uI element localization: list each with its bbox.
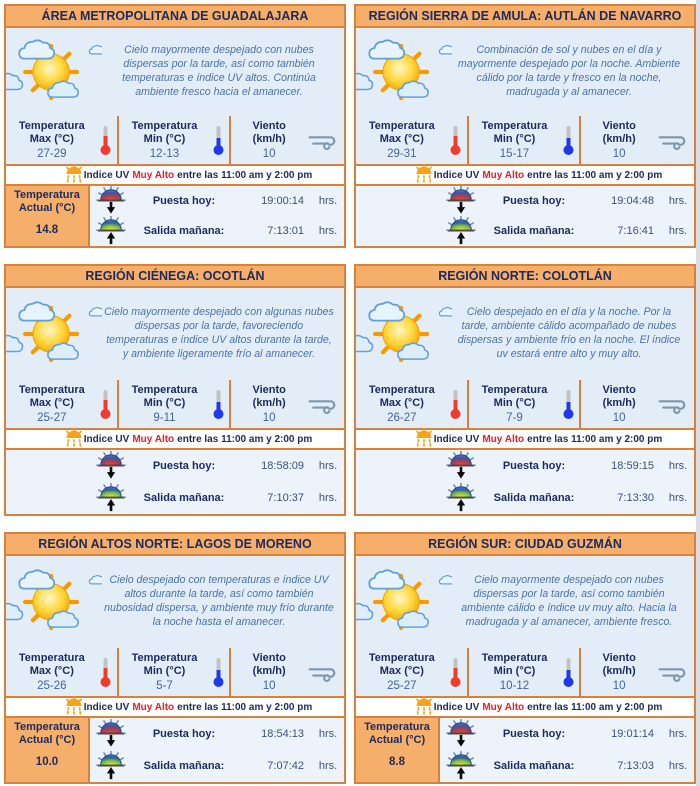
sunrise-up-arrow-icon (440, 482, 482, 514)
forecast-section (6, 556, 344, 648)
sunset-hrs-unit: hrs. (668, 460, 688, 472)
sunrise-up-arrow-icon (90, 216, 132, 246)
red-thermometer-icon (448, 656, 464, 688)
forecast-section (6, 288, 344, 380)
current-temp-cell (6, 450, 90, 514)
uv-schedule: entre las 11:00 am y 2:00 pm (527, 433, 663, 445)
current-temp-cell (6, 718, 90, 782)
sunset-label: Puesta hoy: (502, 195, 566, 207)
uv-level: Muy Alto (482, 169, 525, 181)
wind-column (231, 116, 344, 164)
conditions-row (356, 380, 694, 428)
uv-sun-rays-icon (412, 163, 436, 188)
uv-schedule: entre las 11:00 am y 2:00 pm (527, 169, 663, 181)
wind-label: Viento (km/h) (252, 652, 286, 677)
sunset-down-arrow-icon (90, 718, 132, 750)
uv-index-strip (6, 428, 344, 450)
temp-min-label: Temperatura Min (°C) (481, 652, 548, 677)
temp-max-value: 26-27 (387, 411, 417, 424)
sunrise-up-arrow-icon (440, 216, 482, 246)
uv-level: Muy Alto (132, 433, 175, 445)
temp-min-value: 10-12 (499, 679, 530, 692)
current-temp-cell (356, 450, 440, 514)
sunrise-label: Salida mañana: (493, 492, 575, 504)
sun-with-clouds-icon (356, 565, 452, 639)
uv-schedule: entre las 11:00 am y 2:00 pm (177, 169, 313, 181)
sunset-time: 19:04:48 (611, 195, 654, 207)
red-thermometer-icon (448, 388, 464, 420)
temp-max-column (6, 380, 119, 428)
sun-with-clouds-icon (6, 297, 102, 371)
wind-gust-icon (657, 661, 691, 683)
uv-sun-rays-icon (412, 427, 436, 452)
wind-value: 10 (262, 411, 276, 424)
forecast-text: Combinación de sol y nubes en el día y mayormente despejado por la noche. Ambiente cálido por la tarde y fresco en la noche, madrugada y al amanecer. (457, 44, 681, 98)
uv-prefix: Indice UV (433, 169, 480, 181)
sun-with-clouds-icon (356, 35, 452, 109)
uv-index-strip (6, 696, 344, 718)
sunrise-up-arrow-icon (90, 482, 132, 514)
region-title: REGIÓN SUR: CIUDAD GUZMÁN (356, 534, 694, 556)
sunset-down-arrow-icon (440, 450, 482, 482)
conditions-row (6, 116, 344, 164)
wind-column (581, 648, 694, 696)
forecast-section (356, 28, 694, 116)
sunrise-time: 7:13:01 (267, 225, 304, 237)
sunrise-up-arrow-icon (440, 750, 482, 782)
red-thermometer-icon (448, 124, 464, 156)
temp-min-label: Temperatura Min (°C) (131, 120, 198, 145)
sunset-sunrise-table (90, 718, 348, 782)
sunset-down-arrow-icon (440, 718, 482, 750)
blue-thermometer-icon (210, 656, 226, 688)
blue-thermometer-icon (210, 124, 226, 156)
sunrise-label: Salida mañana: (493, 760, 575, 772)
region-title: ÁREA METROPOLITANA DE GUADALAJARA (6, 6, 344, 28)
sun-with-clouds-icon (6, 35, 102, 109)
wind-value: 10 (612, 147, 626, 160)
sunset-label: Puesta hoy: (502, 728, 566, 740)
temp-min-value: 12-13 (149, 147, 180, 160)
temp-max-label: Temperatura Max (°C) (18, 652, 85, 677)
sun-times-section (6, 450, 344, 514)
sunset-time: 19:01:14 (611, 728, 654, 740)
sunset-label: Puesta hoy: (152, 460, 216, 472)
conditions-row (356, 648, 694, 696)
temp-min-column (469, 648, 582, 696)
sun-times-section (356, 718, 694, 782)
forecast-text: Cielo despejado en el día y la noche. Por la tarde, ambiente cálido acompañado de nubes dispersas y ambiente frío en la noche. El índice uv estará entre alto y muy alto. (457, 306, 681, 360)
sunrise-up-arrow-icon (90, 750, 132, 782)
sunset-sunrise-table (440, 718, 698, 782)
temp-max-label: Temperatura Max (°C) (18, 120, 85, 145)
temp-max-value: 25-27 (37, 411, 67, 424)
uv-sun-rays-icon (62, 427, 86, 452)
temp-max-label: Temperatura Max (°C) (18, 384, 85, 409)
wind-label: Viento (km/h) (602, 384, 636, 409)
sunrise-label: Salida mañana: (493, 225, 575, 237)
weather-panel (354, 4, 696, 248)
uv-sun-rays-icon (62, 695, 86, 720)
wind-value: 10 (612, 411, 626, 424)
current-temp-cell (356, 186, 440, 246)
wind-label: Viento (km/h) (602, 652, 636, 677)
uv-index-strip (6, 164, 344, 186)
sunrise-time: 7:16:41 (617, 225, 654, 237)
sunrise-time: 7:07:42 (267, 760, 304, 772)
temp-max-column (356, 116, 469, 164)
weather-panel (4, 4, 346, 248)
temp-max-label: Temperatura Max (°C) (368, 652, 435, 677)
current-temp-label: Temperatura Actual (°C) (364, 721, 430, 747)
sunrise-hrs-unit: hrs. (318, 492, 338, 504)
sun-times-section (6, 718, 344, 782)
wind-gust-icon (307, 393, 341, 415)
forecast-section (356, 288, 694, 380)
uv-level: Muy Alto (482, 701, 525, 713)
temp-min-value: 5-7 (156, 679, 173, 692)
uv-prefix: Indice UV (433, 701, 480, 713)
sunset-time: 18:58:09 (261, 460, 304, 472)
wind-value: 10 (612, 679, 626, 692)
temp-max-column (356, 648, 469, 696)
sun-with-clouds-icon (6, 565, 102, 639)
sunrise-hrs-unit: hrs. (668, 225, 688, 237)
wind-column (581, 116, 694, 164)
sunrise-hrs-unit: hrs. (318, 225, 338, 237)
wind-value: 10 (262, 679, 276, 692)
conditions-row (356, 116, 694, 164)
wind-column (231, 380, 344, 428)
temp-max-label: Temperatura Max (°C) (368, 384, 435, 409)
temp-min-label: Temperatura Min (°C) (481, 120, 548, 145)
uv-schedule: entre las 11:00 am y 2:00 pm (177, 433, 313, 445)
temp-min-column (469, 116, 582, 164)
sunrise-hrs-unit: hrs. (668, 760, 688, 772)
sun-times-section (6, 186, 344, 246)
wind-column (581, 380, 694, 428)
temp-min-label: Temperatura Min (°C) (131, 384, 198, 409)
temp-min-label: Temperatura Min (°C) (131, 652, 198, 677)
region-title: REGIÓN SIERRA DE AMULA: AUTLÁN DE NAVARRO (356, 6, 694, 28)
temp-min-label: Temperatura Min (°C) (481, 384, 548, 409)
forecast-section (6, 28, 344, 116)
uv-prefix: Indice UV (83, 169, 130, 181)
uv-prefix: Indice UV (83, 701, 130, 713)
forecast-text: Cielo mayormente despejado con algunas nubes dispersas por la tarde, favoreciendo temperaturas e índice UV altos durante la tarde, y ambiente ligeramente frío al amanecer. (104, 306, 334, 360)
uv-level: Muy Alto (132, 701, 175, 713)
sunrise-hrs-unit: hrs. (318, 760, 338, 772)
forecast-text: Cielo despejado con temperaturas e índice UV altos durante la tarde, así como también nubosidad dispersa, y ambiente muy frío durante la noche hasta el amanecer. (104, 574, 334, 628)
region-title: REGIÓN ALTOS NORTE: LAGOS DE MORENO (6, 534, 344, 556)
sunset-down-arrow-icon (90, 186, 132, 216)
temp-max-column (356, 380, 469, 428)
uv-prefix: Indice UV (433, 433, 480, 445)
sunrise-label: Salida mañana: (143, 492, 225, 504)
sunset-sunrise-table (90, 186, 348, 246)
current-temp-cell (356, 718, 440, 782)
region-title: REGIÓN NORTE: COLOTLÁN (356, 266, 694, 288)
sunset-time: 18:54:13 (261, 728, 304, 740)
red-thermometer-icon (98, 656, 114, 688)
sunrise-hrs-unit: hrs. (668, 492, 688, 504)
conditions-row (6, 380, 344, 428)
current-temp-label: Temperatura Actual (°C) (14, 721, 80, 747)
forecast-text: Cielo mayormente despejado con nubes dispersas por la tarde, así como también ambiente cálido e índice uv muy alto. Hacia la madrugada y al amanecer, ambiente fresco. (461, 574, 677, 628)
temp-min-value: 7-9 (506, 411, 523, 424)
temp-max-value: 25-26 (37, 679, 67, 692)
sun-times-section (356, 450, 694, 514)
temp-max-value: 27-29 (37, 147, 67, 160)
uv-sun-rays-icon (412, 695, 436, 720)
sunset-time: 19:00:14 (261, 195, 304, 207)
wind-gust-icon (307, 661, 341, 683)
uv-index-strip (356, 428, 694, 450)
wind-label: Viento (km/h) (252, 120, 286, 145)
wind-value: 10 (262, 147, 276, 160)
sun-with-clouds-icon (356, 297, 452, 371)
sunset-hrs-unit: hrs. (318, 195, 338, 207)
uv-schedule: entre las 11:00 am y 2:00 pm (177, 701, 313, 713)
blue-thermometer-icon (210, 388, 226, 420)
temp-min-column (469, 380, 582, 428)
weather-panel (4, 532, 346, 784)
wind-label: Viento (km/h) (602, 120, 636, 145)
red-thermometer-icon (98, 388, 114, 420)
forecast-text: Cielo mayormente despejado con nubes dispersas por la tarde, así como también temperaturas e índice UV altos. Continúa ambiente fresco hacia el amanecer. (122, 44, 316, 98)
wind-gust-icon (657, 129, 691, 151)
current-temp-label: Temperatura Actual (°C) (14, 189, 80, 215)
weather-panel (354, 264, 696, 516)
sunset-label: Puesta hoy: (502, 460, 566, 472)
blue-thermometer-icon (560, 388, 576, 420)
sunset-sunrise-table (90, 450, 348, 514)
current-temp-cell (6, 186, 90, 246)
sunset-down-arrow-icon (90, 450, 132, 482)
weather-panel (4, 264, 346, 516)
temp-max-column (6, 116, 119, 164)
temp-max-column (6, 648, 119, 696)
sunset-hrs-unit: hrs. (318, 728, 338, 740)
temp-min-value: 9-11 (153, 411, 176, 424)
weather-panels-grid (4, 4, 696, 784)
sunset-hrs-unit: hrs. (668, 195, 688, 207)
red-thermometer-icon (98, 124, 114, 156)
sunset-hrs-unit: hrs. (668, 728, 688, 740)
current-temp-value: 10.0 (35, 756, 59, 769)
weather-panel (354, 532, 696, 784)
wind-gust-icon (657, 393, 691, 415)
uv-schedule: entre las 11:00 am y 2:00 pm (527, 701, 663, 713)
temp-min-column (119, 380, 232, 428)
uv-index-strip (356, 696, 694, 718)
sunset-label: Puesta hoy: (152, 728, 216, 740)
blue-thermometer-icon (560, 656, 576, 688)
temp-min-column (119, 116, 232, 164)
wind-label: Viento (km/h) (252, 384, 286, 409)
sunrise-time: 7:13:03 (617, 760, 654, 772)
sunset-time: 18:59:15 (611, 460, 654, 472)
temp-max-label: Temperatura Max (°C) (368, 120, 435, 145)
temp-max-value: 25-27 (387, 679, 417, 692)
blue-thermometer-icon (560, 124, 576, 156)
forecast-section (356, 556, 694, 648)
uv-level: Muy Alto (482, 433, 525, 445)
sunrise-time: 7:13:30 (617, 492, 654, 504)
sunrise-time: 7:10:37 (267, 492, 304, 504)
uv-sun-rays-icon (62, 163, 86, 188)
wind-gust-icon (307, 129, 341, 151)
conditions-row (6, 648, 344, 696)
uv-level: Muy Alto (132, 169, 175, 181)
current-temp-value: 8.8 (389, 756, 405, 769)
sunset-sunrise-table (440, 186, 698, 246)
sunrise-label: Salida mañana: (143, 225, 225, 237)
sunset-label: Puesta hoy: (152, 195, 216, 207)
region-title: REGIÓN CIÉNEGA: OCOTLÁN (6, 266, 344, 288)
temp-min-value: 15-17 (499, 147, 530, 160)
temp-min-column (119, 648, 232, 696)
uv-index-strip (356, 164, 694, 186)
uv-prefix: Indice UV (83, 433, 130, 445)
sunrise-label: Salida mañana: (143, 760, 225, 772)
current-temp-value: 14.8 (35, 224, 59, 237)
sun-times-section (356, 186, 694, 246)
sunset-sunrise-table (440, 450, 698, 514)
sunset-hrs-unit: hrs. (318, 460, 338, 472)
sunset-down-arrow-icon (440, 186, 482, 216)
temp-max-value: 29-31 (387, 147, 417, 160)
wind-column (231, 648, 344, 696)
